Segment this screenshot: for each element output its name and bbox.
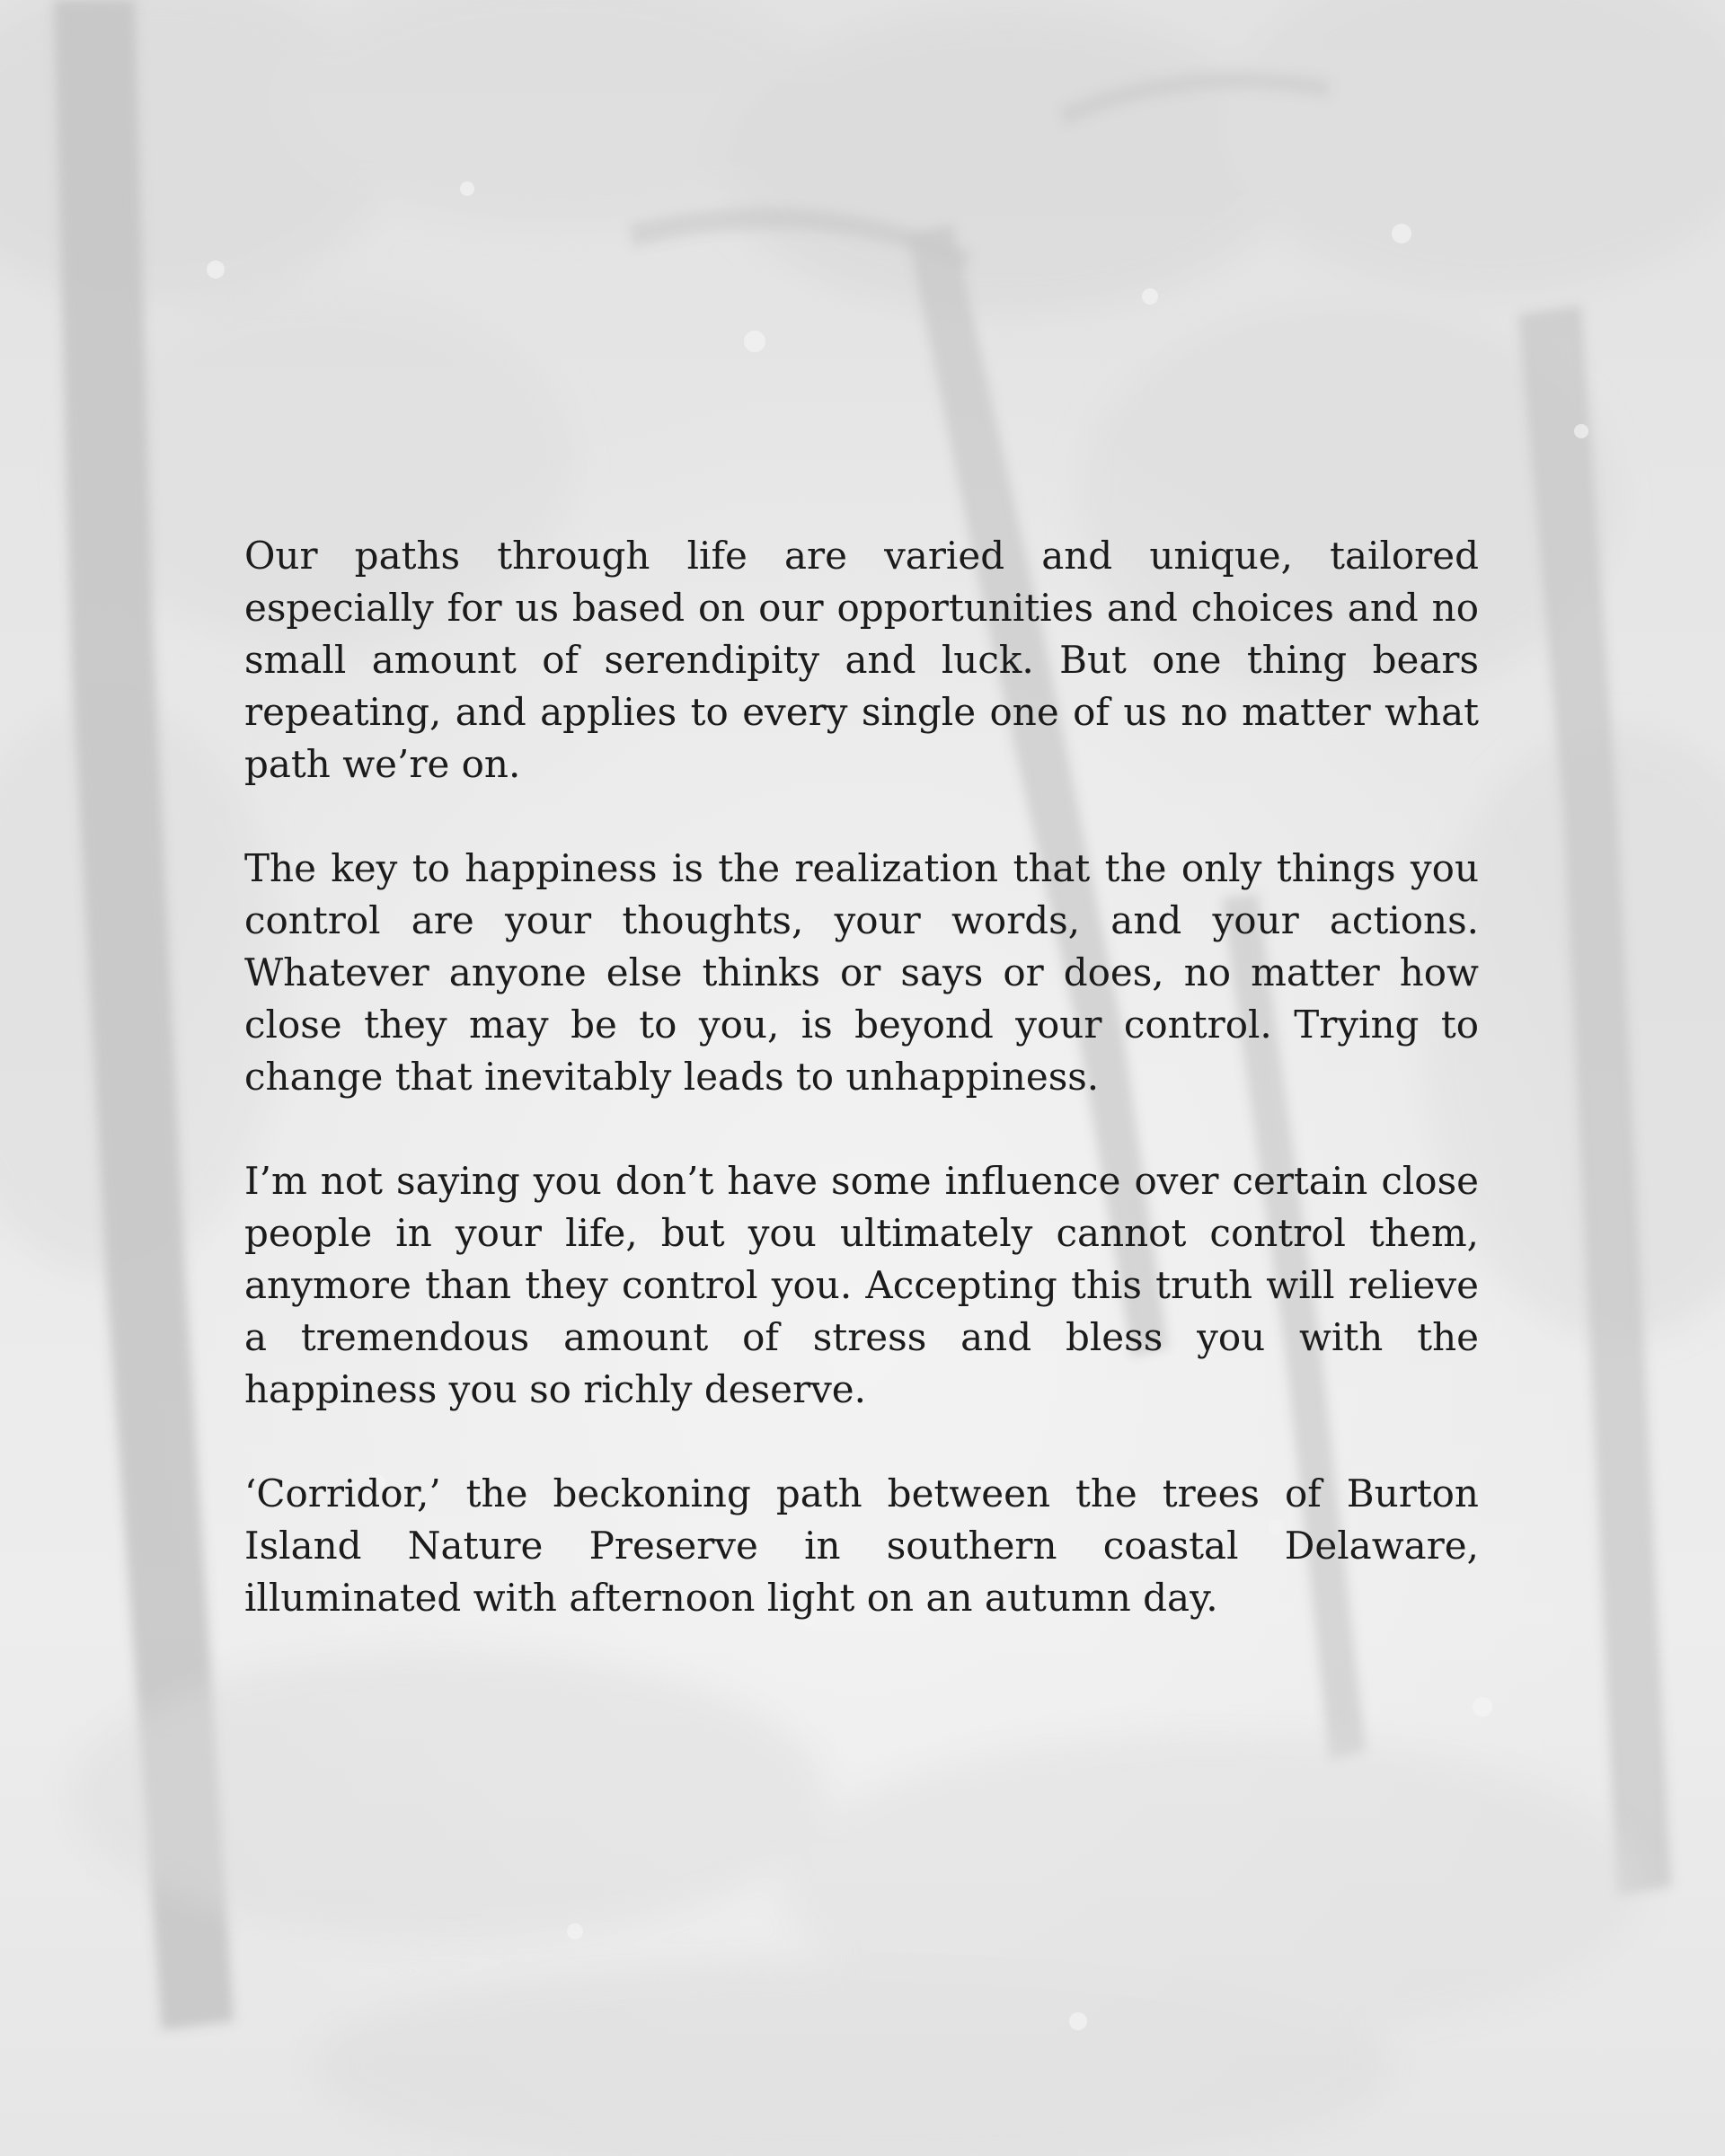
paragraph-1: Our paths through life are varied and unique, tailored especially for us based on our opportunities and choices and no small amount of serendipity and luck. But one thing bears repeating, and applies to every single one of us no matter what path we’re on. (244, 534, 1479, 786)
paragraph-3: I’m not saying you don’t have some influence over certain close people in your life, but you ultimately cannot control them, anymore than they control you. Accepting this truth will relieve a tremendous amount of stress and bless you with the happiness you so richly deserve. (244, 1159, 1479, 1411)
body-text (244, 530, 1479, 1624)
paragraph-2: The key to happiness is the realization that the only things you control are your thoughts, your words, and your actions. Whatever anyone else thinks or says or does, no matter how close they may be to you, is beyond your control. Trying to change that inevitably leads to unhappiness. (244, 846, 1479, 1099)
caption-paragraph: ‘Corridor,’ the beckoning path between the trees of Burton Island Nature Preserve in southern coastal Delaware, illuminated with afternoon light on an autumn day. (244, 1471, 1479, 1620)
